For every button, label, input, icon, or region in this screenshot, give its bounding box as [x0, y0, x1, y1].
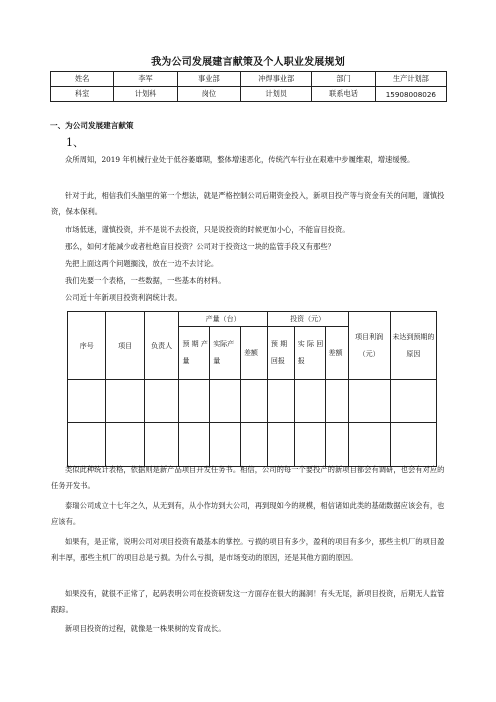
label-position: 岗位: [177, 87, 240, 102]
paragraph: 市场低迷，谨慎投资，并不是说不去投资，只是说投资的时候更加小心，不能盲目投资。: [65, 225, 350, 234]
table-row: [51, 72, 447, 87]
project-profit-table: [67, 311, 437, 467]
section-number: 1、: [66, 136, 84, 149]
col-reason: 未达到预期的原因: [390, 312, 436, 380]
table-header-row: [68, 312, 437, 327]
col-project: 项目: [106, 312, 144, 380]
col-actual-return: 实 际 回报: [294, 327, 325, 380]
value-department: 生产计划部: [375, 72, 446, 87]
value-division: 冲焊事业部: [241, 72, 312, 87]
col-return-diff: 差额: [325, 327, 348, 380]
paragraph: 我们先要一个表格，一些数据，一些基本的材料。: [65, 276, 226, 285]
paragraph: 如果没有，就很不正常了，起码表明公司在投资研发这一方面存在很大的漏洞！有头无尾，新项目投资，后期无人监管跟踪。: [51, 589, 445, 614]
paragraph: 针对于此，相信我们头脑里的第一个想法，就是严格控制公司后期资金投入，新项目投产等与资金有关的问题，谨慎投资，保本保利。: [51, 191, 445, 216]
value-phone: 15908008026: [375, 87, 446, 102]
label-phone: 联系电话: [312, 87, 375, 102]
table-row: [68, 380, 437, 423]
paragraph: 泰瑞公司成立十七年之久，从无到有，从小作坊到大公司，再到现如今的规模，相信诸如此类的基础数据应该会有，也应该有。: [51, 501, 445, 526]
col-actual-output: 实际产量: [210, 327, 241, 380]
section-heading: 一、为公司发展建言献策: [50, 121, 134, 130]
value-position: 计划员: [241, 87, 312, 102]
col-owner: 负责人: [144, 312, 179, 380]
paragraph: 新项目投资的过程，就像是一株果树的发育成长。: [65, 624, 226, 633]
paragraph: 先把上面这两个问题搁浅，放在一边不去讨论。: [65, 259, 219, 268]
paragraph: 如果有，是正常，说明公司对项目投资有最基本的掌控。亏损的项目有多少，盈利的项目有多少，那些主机厂的项目盈利丰厚，那些主机厂的项目总是亏损。为什么亏损，是市场变动的原因，还是其他方面的原因。: [51, 537, 445, 562]
label-department: 部门: [312, 72, 375, 87]
col-output: 产量（台）: [179, 312, 267, 327]
value-section: 计划科: [114, 87, 177, 102]
label-division: 事业部: [177, 72, 240, 87]
value-name: 李军: [114, 72, 177, 87]
document-title: 我为公司发展建言献策及个人职业发展规划: [151, 57, 345, 68]
label-name: 姓名: [51, 72, 114, 87]
label-section: 科室: [51, 87, 114, 102]
table-row: [51, 87, 447, 102]
col-seq: 序号: [68, 312, 106, 380]
table-row: [68, 423, 437, 467]
col-planned-output: 预 期 产量: [179, 327, 210, 380]
col-output-diff: 差额: [240, 327, 267, 380]
paragraph: 类似此种统计表格，依据则是新产品项目开发任务书。相信，公司的每一个要投产的新项目都会有调研，也会有对应的任务开发书。: [51, 465, 445, 490]
col-planned-return: 预 期 回报: [267, 327, 294, 380]
col-profit: 项目利润（元）: [348, 312, 390, 380]
personal-info-table: [50, 71, 447, 102]
paragraph: 公司近十年新项目投资利润统计表。: [65, 293, 182, 302]
paragraph: 那么，如何才能减少或者杜绝盲目投资？公司对于投资这一块的监管手段又有那些？: [65, 242, 335, 251]
col-investment: 投资（元）: [267, 312, 348, 327]
paragraph: 众所周知，2019 年机械行业处于低谷萎靡期，整体增速恶化，传统汽车行业在艰难中步履维艰，增速缓慢。: [65, 155, 415, 164]
